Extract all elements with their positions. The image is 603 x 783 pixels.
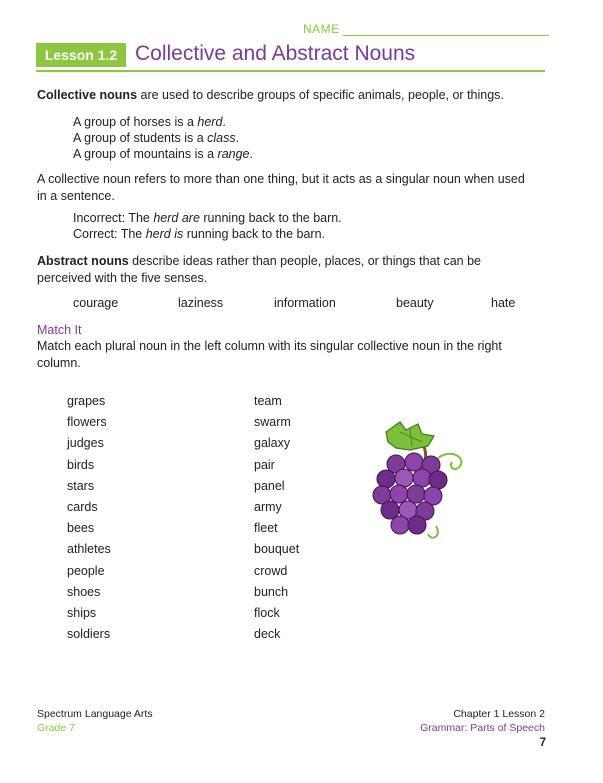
plural-noun: cards <box>67 499 98 514</box>
header-rule <box>36 70 545 72</box>
example-text: running back to the barn. <box>199 211 342 225</box>
collective-definition <box>37 87 504 104</box>
collective-noun: team <box>254 394 282 408</box>
abstract-definition-text: describe ideas rather than people, places, or things that can be perceived with the five senses. <box>37 254 481 285</box>
example-emphasis: class <box>207 131 236 145</box>
singular-note: A collective noun refers to more than one thing, but it acts as a singular noun when used in a sentence. <box>37 172 525 203</box>
example-text: . <box>235 131 240 145</box>
footer-topic: Grammar: Parts of Speech <box>420 722 545 734</box>
abstract-term: Abstract nouns <box>37 254 129 268</box>
collective-noun: deck <box>254 627 281 642</box>
plural-noun: people <box>67 563 105 578</box>
example-emphasis: range <box>217 147 250 161</box>
example-text: A group of students is a <box>73 131 208 145</box>
example-text: Incorrect: The <box>73 211 154 225</box>
grape-berries <box>373 453 447 534</box>
collective-example-2 <box>73 130 239 147</box>
collective-noun: bunch <box>254 584 289 599</box>
plural-noun: stars <box>67 478 95 493</box>
example-text: Correct: The <box>73 227 146 241</box>
footer-chapter: Chapter 1 Lesson 2 <box>453 708 545 720</box>
plural-noun: ships <box>67 605 97 620</box>
collective-definition-text: are used to describe groups of specific animals, people, or things. <box>137 88 504 102</box>
abstract-example: laziness <box>178 296 224 310</box>
example-text: . <box>249 147 253 161</box>
collective-term: Collective nouns <box>37 88 138 102</box>
plural-noun: athletes <box>67 542 111 557</box>
collective-example-3 <box>73 146 253 163</box>
example-text: A group of mountains is a <box>73 147 218 161</box>
abstract-example: beauty <box>396 296 434 310</box>
example-emphasis: herd is <box>145 227 184 241</box>
example-emphasis: herd are <box>153 211 200 225</box>
name-line[interactable] <box>343 35 549 36</box>
footer-grade: Grade 7 <box>37 722 75 734</box>
plural-noun: soldiers <box>67 627 111 642</box>
abstract-definition <box>37 253 537 287</box>
name-label: NAME <box>303 22 340 36</box>
collective-noun: panel <box>254 478 285 493</box>
collective-noun: swarm <box>254 415 291 430</box>
collective-noun: army <box>254 499 282 514</box>
plural-noun: shoes <box>67 584 101 599</box>
plural-noun: birds <box>67 457 95 472</box>
collective-example-1 <box>73 114 226 131</box>
plural-noun: bees <box>67 521 95 536</box>
incorrect-example <box>73 210 342 227</box>
plural-noun: grapes <box>67 394 106 408</box>
footer-book: Spectrum Language Arts <box>37 708 153 720</box>
grape-tendril <box>438 454 461 469</box>
grapes-illustration <box>366 418 470 548</box>
grape-tendril <box>428 526 438 538</box>
grape-leaf <box>386 422 434 450</box>
plural-noun: flowers <box>67 415 107 430</box>
collective-noun: bouquet <box>254 542 300 557</box>
right-column <box>254 391 299 645</box>
left-column <box>67 391 111 645</box>
collective-noun: galaxy <box>254 436 291 451</box>
lesson-badge: Lesson 1.2 <box>36 43 126 67</box>
example-emphasis: herd <box>197 115 223 129</box>
plural-noun: judges <box>67 436 104 451</box>
name-field <box>303 22 549 40</box>
abstract-example: hate <box>491 296 516 310</box>
match-instructions: Match each plural noun in the left column with its singular collective noun in the right column. <box>37 339 502 370</box>
lesson-header <box>36 40 545 72</box>
collective-noun: crowd <box>254 563 288 578</box>
abstract-example: courage <box>73 296 119 310</box>
page-number: 7 <box>539 737 546 749</box>
match-heading: Match It <box>37 323 82 337</box>
example-text: A group of horses is a <box>73 115 198 129</box>
example-text: running back to the barn. <box>183 227 326 241</box>
collective-noun: pair <box>254 457 275 472</box>
abstract-example: information <box>274 296 336 310</box>
collective-noun: flock <box>254 605 280 620</box>
correct-example <box>73 226 325 243</box>
collective-noun: fleet <box>254 521 278 536</box>
example-text: . <box>222 115 226 129</box>
lesson-title: Collective and Abstract Nouns <box>135 42 416 65</box>
